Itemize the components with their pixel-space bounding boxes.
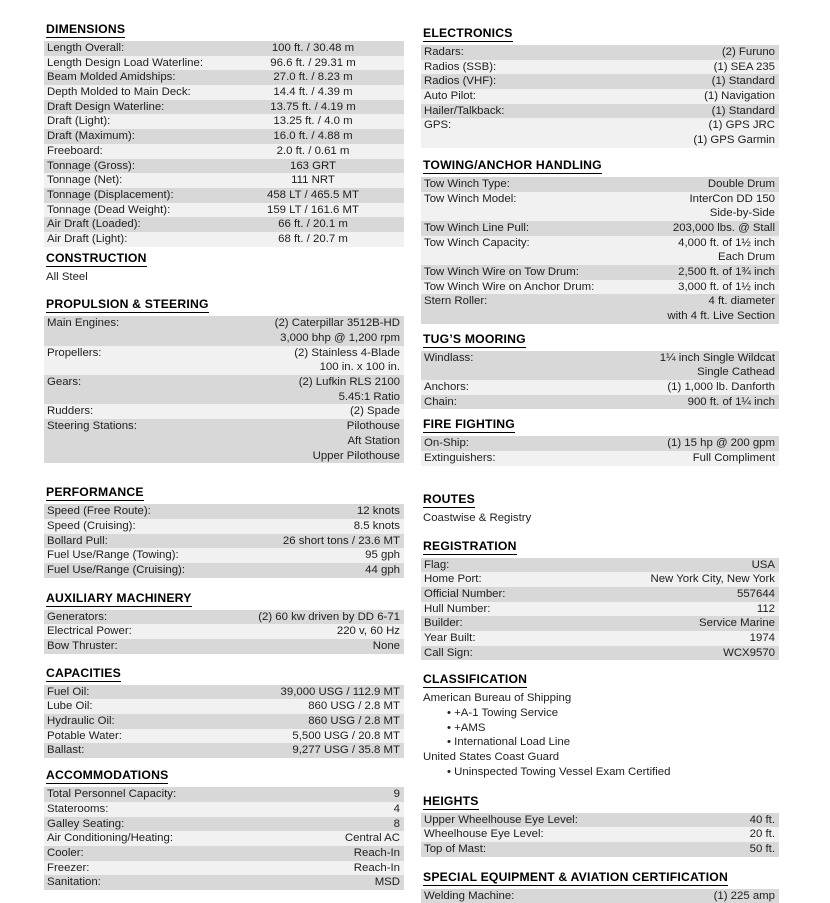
- spec-value: 96.6 ft. / 29.31 m: [270, 56, 356, 69]
- spec-value: Reach-In: [353, 861, 400, 874]
- section-heading: [46, 766, 404, 784]
- spec-label: Year Built:: [424, 631, 476, 644]
- spec-value: 5,500 USG / 20.8 MT: [292, 729, 400, 742]
- spec-row: [421, 45, 779, 60]
- spec-label: Fuel Use/Range (Towing):: [47, 549, 179, 562]
- section-title: ELECTRONICS: [423, 26, 513, 40]
- spec-label: Length Design Load Waterline:: [47, 56, 203, 69]
- spec-row: [44, 610, 404, 625]
- section-heading: [423, 415, 779, 433]
- spec-label: Length Overall:: [47, 42, 125, 54]
- spec-row: [44, 346, 404, 361]
- spec-row: [421, 236, 779, 251]
- spec-row: [421, 842, 779, 857]
- spec-label: Builder:: [424, 617, 463, 630]
- section-title: SPECIAL EQUIPMENT & AVIATION CERTIFICATION: [423, 869, 728, 884]
- spec-label: Tow Winch Model:: [424, 192, 517, 205]
- spec-row: [44, 144, 404, 159]
- spec-label: Fuel Use/Range (Cruising):: [47, 563, 186, 576]
- spec-value: 8.5 knots: [353, 519, 400, 532]
- spec-value: 2,500 ft. of 1¾ inch: [678, 265, 775, 278]
- section-performance: [44, 483, 404, 577]
- spec-value: 9,277 USG / 35.8 MT: [292, 744, 400, 757]
- spec-row: [44, 188, 404, 203]
- classification-bullet-item: • +A-1 Towing Service: [421, 706, 779, 721]
- spec-row: [44, 861, 404, 876]
- spec-value: 8: [393, 817, 400, 830]
- section-title: DIMENSIONS: [46, 22, 126, 36]
- section-tugs-mooring: [421, 330, 779, 410]
- spec-row: [44, 548, 404, 563]
- spec-row: [44, 70, 404, 85]
- spec-value: Double Drum: [707, 177, 775, 190]
- spec-value: (2) Furuno: [721, 46, 775, 58]
- spec-label: Speed (Cruising):: [47, 519, 136, 532]
- spec-row: [44, 100, 404, 115]
- spec-value: 14.4 ft. / 4.39 m: [273, 86, 353, 99]
- spec-value: (1) 225 amp: [713, 889, 775, 902]
- spec-value: MSD: [374, 876, 400, 889]
- spec-label: Cooler:: [47, 846, 84, 859]
- spec-value: 50 ft.: [749, 842, 775, 855]
- spec-label: On-Ship:: [424, 437, 469, 450]
- spec-label: Tow Winch Line Pull:: [424, 221, 530, 234]
- spec-row: [421, 309, 779, 324]
- spec-label: Anchors:: [424, 381, 469, 394]
- spec-value: (1) GPS JRC: [708, 119, 775, 132]
- spec-value: 27.0 ft. / 8.23 m: [273, 71, 353, 84]
- spec-value: 5.45:1 Ratio: [338, 390, 400, 403]
- spec-label: Sanitation:: [47, 876, 101, 889]
- spec-row: [44, 114, 404, 129]
- spec-value: Aft Station: [347, 434, 400, 447]
- spec-value: 220 v, 60 Hz: [336, 625, 400, 638]
- spec-row: [44, 802, 404, 817]
- section-accommodations: [44, 766, 404, 890]
- spec-value: 111 NRT: [291, 174, 335, 187]
- section-title: FIRE FIGHTING: [423, 417, 515, 432]
- spec-value: 4: [393, 802, 400, 815]
- section-title: HEIGHTS: [423, 793, 479, 808]
- spec-row: [421, 265, 779, 280]
- spec-value: 3,000 ft. of 1½ inch: [678, 280, 775, 293]
- spec-value: Service Marine: [699, 617, 775, 630]
- spec-label: Air Conditioning/Heating:: [47, 832, 174, 845]
- section-auxiliary: [44, 589, 404, 654]
- spec-label: Tow Winch Type:: [424, 177, 510, 190]
- section-electronics: [421, 24, 779, 148]
- spec-label: Home Port:: [424, 573, 482, 586]
- column-left: [44, 20, 404, 890]
- spec-value: 3,000 bhp @ 1,200 rpm: [280, 332, 400, 345]
- spec-row: [44, 504, 404, 519]
- spec-value: 13.75 ft. / 4.19 m: [270, 100, 356, 113]
- spec-value: (1) 15 hp @ 200 gpm: [667, 437, 775, 450]
- spec-label: Potable Water:: [47, 729, 122, 742]
- spec-label: Stern Roller:: [424, 295, 488, 308]
- spec-label: Air Draft (Loaded):: [47, 218, 141, 231]
- spec-label: Freezer:: [47, 861, 90, 874]
- spec-value: (2) Caterpillar 3512B-HD: [274, 317, 400, 330]
- spec-label: Tonnage (Displacement):: [47, 188, 174, 201]
- spec-row: [44, 875, 404, 890]
- section-registration: [421, 537, 779, 661]
- spec-row: [421, 177, 779, 192]
- spec-label: Top of Mast:: [424, 842, 487, 855]
- spec-value: with 4 ft. Live Section: [667, 310, 775, 322]
- spec-row: [44, 743, 404, 758]
- spec-value: 68 ft. / 20.7 m: [278, 232, 348, 245]
- spec-value: 44 gph: [365, 563, 400, 576]
- section-title: AUXILIARY MACHINERY: [46, 590, 192, 605]
- spec-value: (2) Spade: [349, 405, 400, 418]
- section-heading: [423, 24, 779, 42]
- spec-value: New York City, New York: [650, 573, 775, 586]
- spec-value: Central AC: [344, 832, 400, 845]
- spec-label: Total Personnel Capacity:: [47, 788, 177, 801]
- section-fire-fighting: [421, 415, 779, 465]
- spec-row: [44, 375, 404, 390]
- spec-label: Tonnage (Net):: [47, 174, 123, 187]
- spec-row: [421, 827, 779, 842]
- section-capacities: [44, 664, 404, 758]
- spec-row: [44, 624, 404, 639]
- spec-value: 203,000 lbs. @ Stall: [672, 221, 775, 234]
- spec-row: [421, 294, 779, 309]
- section-title: TUG’S MOORING: [423, 331, 526, 346]
- spec-row: [421, 118, 779, 133]
- spec-row: [421, 74, 779, 89]
- spec-label: Upper Wheelhouse Eye Level:: [424, 813, 578, 826]
- spec-label: Radars:: [424, 46, 464, 58]
- spec-label: Radios (VHF):: [424, 75, 497, 88]
- section-propulsion: [44, 295, 404, 463]
- section-classification: [421, 670, 779, 779]
- spec-value: 159 LT / 161.6 MT: [266, 203, 360, 216]
- spec-label: Lube Oil:: [47, 700, 93, 713]
- spec-row: [44, 390, 404, 405]
- spec-value: InterCon DD 150: [689, 192, 775, 205]
- spec-label: Freeboard:: [47, 144, 103, 157]
- spec-row: [421, 365, 779, 380]
- spec-label: Draft (Maximum):: [47, 130, 135, 143]
- spec-label: Speed (Free Route):: [47, 505, 151, 518]
- spec-label: Auto Pilot:: [424, 90, 476, 103]
- spec-value: 557644: [736, 587, 775, 600]
- spec-row: [44, 685, 404, 700]
- spec-label: Radios (SSB):: [424, 60, 497, 73]
- spec-row: [44, 817, 404, 832]
- spec-row: [44, 846, 404, 861]
- spec-label: Draft (Light):: [47, 115, 111, 128]
- section-title: REGISTRATION: [423, 538, 517, 553]
- spec-label: Call Sign:: [424, 646, 473, 659]
- spec-value: Reach-In: [353, 846, 400, 859]
- spec-label: Propellers:: [47, 346, 102, 359]
- section-heading: [423, 670, 779, 688]
- spec-value: 1¼ inch Single Wildcat: [659, 351, 775, 364]
- spec-value: Upper Pilothouse: [312, 449, 400, 462]
- spec-row: [44, 173, 404, 188]
- spec-row: [44, 534, 404, 549]
- spec-row: [421, 380, 779, 395]
- spec-label: Tow Winch Capacity:: [424, 236, 530, 249]
- spec-row: [44, 563, 404, 578]
- spec-row: [44, 159, 404, 174]
- spec-row: [44, 787, 404, 802]
- spec-value: 4 ft. diameter: [708, 295, 775, 308]
- section-title: ACCOMMODATIONS: [46, 768, 169, 783]
- spec-row: [44, 41, 404, 56]
- spec-row: [421, 60, 779, 75]
- spec-value: 458 LT / 465.5 MT: [266, 188, 360, 201]
- spec-label: Tow Winch Wire on Anchor Drum:: [424, 280, 595, 293]
- spec-row: [44, 519, 404, 534]
- spec-row: [44, 56, 404, 71]
- spec-row: [421, 602, 779, 617]
- spec-value: 13.25 ft. / 4.0 m: [273, 115, 353, 128]
- spec-row: [421, 631, 779, 646]
- spec-value: (1) Navigation: [704, 90, 775, 103]
- section-heading: [423, 156, 779, 174]
- spec-row: [44, 699, 404, 714]
- spec-label: Draft Design Waterline:: [47, 100, 165, 113]
- spec-row: [421, 813, 779, 828]
- spec-row: [421, 616, 779, 631]
- spec-value: 9: [393, 788, 400, 801]
- spec-value: 4,000 ft. of 1½ inch: [678, 236, 775, 249]
- spec-value: 12 knots: [356, 505, 400, 518]
- spec-value: 1974: [749, 631, 775, 644]
- spec-row: [44, 714, 404, 729]
- spec-label: Tonnage (Dead Weight):: [47, 203, 171, 216]
- spec-label: Staterooms:: [47, 802, 109, 815]
- spec-row: [44, 449, 404, 464]
- spec-value: (1) Standard: [711, 104, 775, 117]
- classification-society: American Bureau of Shipping: [423, 692, 572, 705]
- classification-bullet-item: • Uninspected Towing Vessel Exam Certified: [421, 765, 779, 780]
- spec-value: 163 GRT: [289, 159, 336, 172]
- section-heading: [46, 20, 404, 38]
- spec-label: Bow Thruster:: [47, 640, 118, 653]
- spec-value: 40 ft.: [749, 813, 775, 826]
- spec-row: [44, 729, 404, 744]
- section-towing: [421, 156, 779, 324]
- spec-value: 112: [756, 602, 775, 615]
- classification-society: United States Coast Guard: [423, 751, 560, 764]
- spec-label: Windlass:: [424, 351, 474, 364]
- spec-value: 95 gph: [365, 549, 400, 562]
- section-heading: [46, 589, 404, 607]
- spec-label: Gears:: [47, 376, 82, 389]
- spec-row: [421, 104, 779, 119]
- spec-label: Generators:: [47, 610, 108, 623]
- section-heading: [423, 330, 779, 348]
- spec-row: [421, 351, 779, 366]
- spec-row: [44, 434, 404, 449]
- spec-label: Chain:: [424, 395, 457, 408]
- section-heights: [421, 792, 779, 857]
- classification-bullet-item: • +AMS: [421, 721, 779, 736]
- spec-value: 2.0 ft. / 0.61 m: [276, 144, 350, 157]
- spec-value: 20 ft.: [749, 828, 775, 841]
- spec-row: [421, 395, 779, 410]
- spec-row: [421, 587, 779, 602]
- spec-label: Fuel Oil:: [47, 685, 90, 698]
- spec-row: [44, 360, 404, 375]
- section-title: ROUTES: [423, 491, 475, 506]
- spec-value: 860 USG / 2.8 MT: [308, 715, 400, 728]
- spec-row: [44, 203, 404, 218]
- spec-label: Hydraulic Oil:: [47, 715, 115, 728]
- section-heading: [423, 792, 779, 810]
- spec-value: Full Compliment: [692, 452, 775, 465]
- spec-label: Bollard Pull:: [47, 534, 108, 547]
- spec-label: Beam Molded Amidships:: [47, 71, 176, 84]
- spec-value: (1) 1,000 lb. Danforth: [667, 381, 775, 394]
- spec-value: 100 in. x 100 in.: [319, 361, 400, 374]
- spec-row: [421, 572, 779, 587]
- spec-row: [421, 436, 779, 451]
- spec-label: Tow Winch Wire on Tow Drum:: [424, 265, 579, 278]
- spec-row: [44, 316, 404, 331]
- spec-label: Depth Molded to Main Deck:: [47, 86, 191, 99]
- section-heading: [46, 664, 404, 682]
- spec-row: [421, 558, 779, 573]
- spec-row: [44, 331, 404, 346]
- spec-row: [44, 232, 404, 247]
- spec-label: Air Draft (Light):: [47, 232, 128, 245]
- spec-label: Tonnage (Gross):: [47, 159, 135, 172]
- spec-label: Hull Number:: [424, 602, 491, 615]
- spec-row: [44, 639, 404, 654]
- spec-label: Wheelhouse Eye Level:: [424, 828, 544, 841]
- section-special: [421, 868, 779, 903]
- spec-row: [44, 404, 404, 419]
- spec-value: (2) Lufkin RLS 2100: [298, 376, 400, 389]
- spec-value: 39,000 USG / 112.9 MT: [280, 685, 400, 698]
- section-title: TOWING/ANCHOR HANDLING: [423, 157, 602, 172]
- section-heading: [423, 490, 779, 508]
- spec-value: USA: [751, 558, 775, 571]
- spec-label: Flag:: [424, 558, 450, 571]
- section-title: CLASSIFICATION: [423, 672, 528, 687]
- spec-value: 66 ft. / 20.1 m: [278, 218, 348, 231]
- column-right: [421, 20, 779, 903]
- section-dimensions: [44, 20, 404, 247]
- spec-value: 16.0 ft. / 4.88 m: [273, 130, 353, 143]
- spec-value: 860 USG / 2.8 MT: [308, 700, 400, 713]
- spec-row: [44, 217, 404, 232]
- spec-label: Hailer/Talkback:: [424, 104, 505, 117]
- section-construction: [44, 249, 404, 285]
- section-routes: [421, 490, 779, 526]
- spec-value: Single Cathead: [697, 366, 775, 379]
- spec-label: Ballast:: [47, 744, 85, 757]
- spec-row: [421, 221, 779, 236]
- spec-value: WCX9570: [723, 646, 775, 659]
- section-title: CONSTRUCTION: [46, 250, 147, 265]
- section-text: Coastwise & Registry: [423, 511, 532, 524]
- spec-row: [44, 85, 404, 100]
- spec-row: [421, 280, 779, 295]
- spec-value: (1) Standard: [711, 75, 775, 88]
- spec-label: Rudders:: [47, 405, 94, 418]
- spec-value: None: [372, 640, 400, 653]
- section-heading: [46, 295, 404, 313]
- spec-label: Extinguishers:: [424, 452, 496, 465]
- spec-value: (1) GPS Garmin: [693, 134, 775, 147]
- spec-row: [421, 889, 779, 903]
- spec-row: [421, 646, 779, 661]
- spec-label: Official Number:: [424, 587, 506, 600]
- spec-label: Main Engines:: [47, 317, 120, 330]
- spec-row: [421, 250, 779, 265]
- section-title: PROPULSION & STEERING: [46, 297, 209, 312]
- spec-value: (2) Stainless 4-Blade: [294, 346, 400, 359]
- spec-value: 100 ft. / 30.48 m: [271, 42, 355, 54]
- section-title: PERFORMANCE: [46, 485, 144, 500]
- spec-row: [44, 129, 404, 144]
- spec-row: [421, 192, 779, 207]
- spec-label: Welding Machine:: [424, 889, 515, 902]
- spec-label: Galley Seating:: [47, 817, 125, 830]
- spec-row: [421, 89, 779, 104]
- spec-row: [44, 831, 404, 846]
- section-heading: [423, 868, 779, 886]
- spec-label: Electrical Power:: [47, 625, 132, 638]
- spec-label: Steering Stations:: [47, 420, 137, 433]
- section-heading: [423, 537, 779, 555]
- section-heading: [46, 483, 404, 501]
- spec-row: [421, 133, 779, 148]
- spec-row: [421, 451, 779, 466]
- spec-value: (2) 60 kw driven by DD 6-71: [258, 610, 400, 623]
- spec-value: Side-by-Side: [709, 207, 775, 220]
- classification-bullet-item: • International Load Line: [421, 735, 779, 750]
- spec-value: 26 short tons / 23.6 MT: [282, 534, 400, 547]
- spec-row: [44, 419, 404, 434]
- section-heading: [46, 249, 404, 267]
- section-text: All Steel: [46, 270, 88, 283]
- spec-value: (1) SEA 235: [713, 60, 775, 73]
- spec-value: Each Drum: [718, 251, 775, 264]
- spec-value: Pilothouse: [346, 420, 400, 433]
- spec-label: GPS:: [424, 119, 452, 132]
- section-title: CAPACITIES: [46, 665, 121, 680]
- spec-value: 900 ft. of 1¼ inch: [687, 395, 775, 408]
- spec-row: [421, 206, 779, 221]
